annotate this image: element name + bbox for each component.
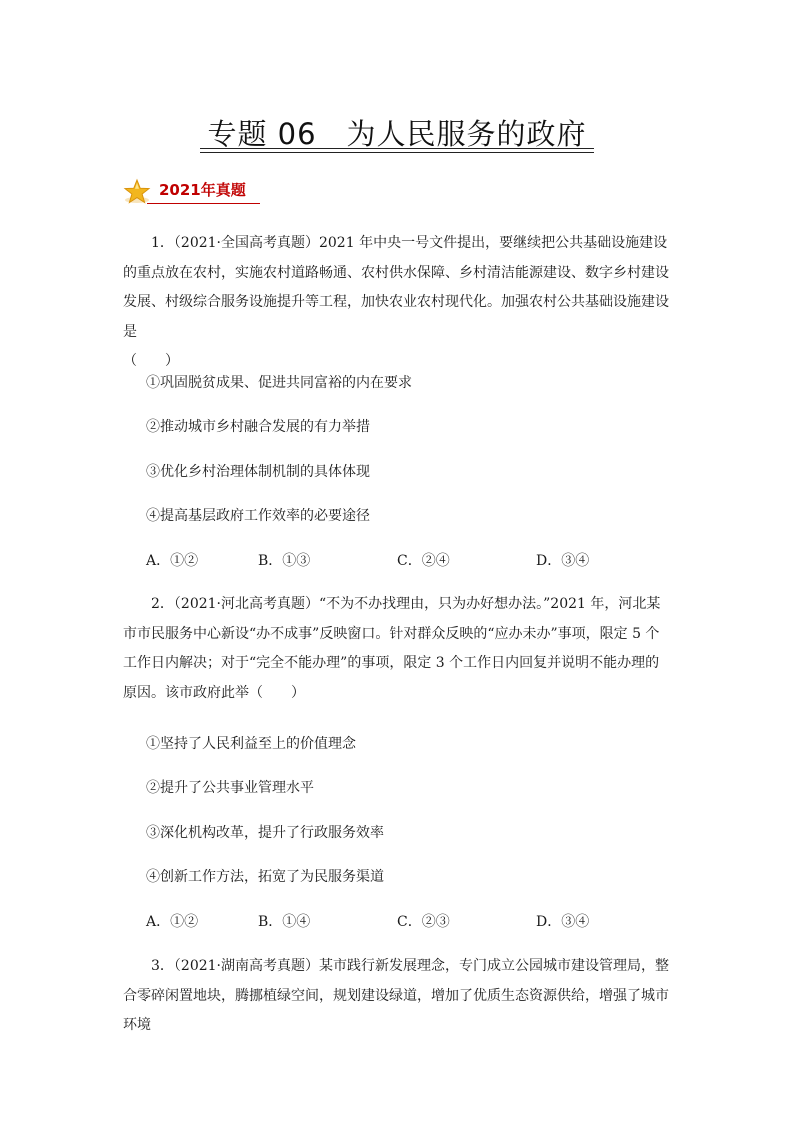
q1-choice-a: A．①②	[146, 553, 199, 569]
section-label: 2021年真题	[159, 181, 246, 199]
q2-choice-d: D．③④	[536, 914, 590, 930]
q1-choice-c: C．②④	[397, 553, 450, 569]
q1-item-2: ②推动城市乡村融合发展的有力举措	[146, 419, 370, 435]
question-2-text: 2．（2021·河北高考真题）“不为不办找理由，只为办好想办法。”2021 年，河北某市市民服务中心新设“办不成事”反映窗口。针对群众反映的“应办未办”事项，限定 5 个工作日内解决；对于“完全不能办理”的事项，限定 3 个工作日内回复并说明不能办理的原因。该市政府此举（ ）	[123, 596, 661, 701]
question-3-text: 3．（2021·湖南高考真题）某市践行新发展理念，专门成立公园城市建设管理局，整合零碎闲置地块，腾挪植绿空间，规划建设绿道，增加了优质生态资源供给，增强了城市环境	[123, 958, 669, 1033]
question-2-stem	[123, 590, 671, 708]
q2-item-1: ①坚持了人民利益至上的价值理念	[146, 736, 356, 752]
q1-item-3: ③优化乡村治理体制机制的具体体现	[146, 464, 370, 480]
title-underline	[200, 148, 594, 149]
section-underline	[147, 203, 260, 204]
q2-choice-b: B．①④	[258, 914, 311, 930]
q2-choice-c: C．②③	[397, 914, 450, 930]
q2-item-2: ②提升了公共事业管理水平	[146, 780, 314, 796]
title-block	[0, 112, 794, 157]
q1-item-1: ①巩固脱贫成果、促进共同富裕的内在要求	[146, 375, 412, 391]
q1-item-4: ④提高基层政府工作效率的必要途径	[146, 508, 370, 524]
question-1-blank: （ ）	[123, 353, 179, 369]
star-icon	[123, 178, 151, 206]
q2-item-4: ④创新工作方法，拓宽了为民服务渠道	[146, 869, 384, 885]
q1-choice-d: D．③④	[536, 553, 590, 569]
page-title: 专题 06 为人民服务的政府	[207, 117, 587, 151]
q1-choice-b: B．①③	[258, 553, 311, 569]
title-underline-thin	[200, 152, 594, 153]
q2-item-3: ③深化机构改革，提升了行政服务效率	[146, 825, 384, 841]
q2-choice-a: A．①②	[146, 914, 199, 930]
question-1-stem	[123, 229, 671, 377]
question-1-text: 1．（2021·全国高考真题）2021 年中央一号文件提出，要继续把公共基础设施建设的重点放在农村，实施农村道路畅通、农村供水保障、乡村清洁能源建设、数字乡村建设发展、村级综合服务设施提升等工程，加快农业农村现代化。加强农村公共基础设施建设是	[123, 235, 669, 340]
question-3-stem	[123, 952, 671, 1041]
